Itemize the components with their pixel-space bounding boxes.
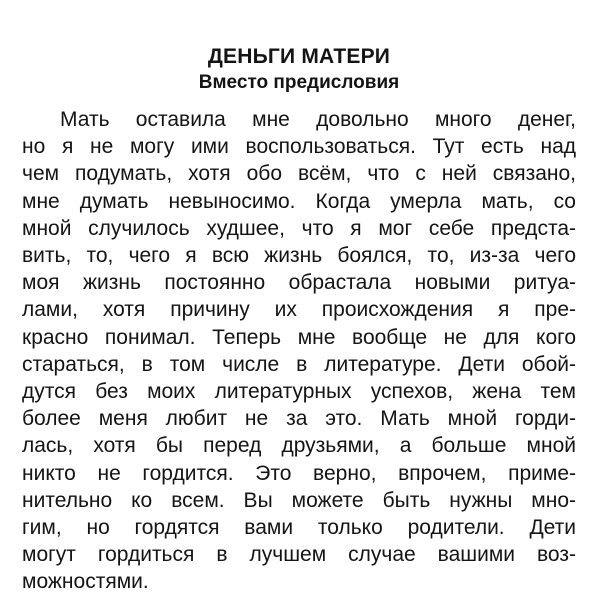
text-line: могут гордиться в лучшем случае вашими воз-: [22, 543, 576, 567]
text-line: мне думать невыносимо. Когда умерла мать, со: [22, 189, 576, 213]
text-line: но я не могу ими воспользоваться. Тут есть над: [22, 135, 576, 159]
text-line: моя жизнь постоянно обрастала новыми ритуа-: [22, 271, 576, 295]
text-line: можностями.: [22, 570, 149, 594]
text-line: нительно ко всем. Вы можете быть нужны мно-: [22, 488, 576, 512]
text-line: мной случилось худшее, что я мог себе предста-: [22, 216, 576, 240]
text-line: чем подумать, хотя обо всём, что с ней связано,: [22, 162, 576, 186]
text-line: гим, но гордятся вами только родители. Дети: [22, 516, 576, 540]
chapter-subtitle: Вместо предисловия: [198, 72, 400, 93]
text-line: лами, хотя причину их происхождения я пре-: [22, 298, 576, 322]
text-line: Мать оставила мне довольно много денег,: [60, 108, 576, 131]
body-paragraph: [22, 106, 576, 596]
chapter-title: ДЕНЬГИ МАТЕРИ: [207, 45, 391, 68]
text-line: красно понимал. Теперь мне вообще не для кого: [22, 325, 576, 349]
text-line: никто не гордится. Это верно, впрочем, приме-: [22, 461, 576, 485]
text-line: лась, хотя бы перед друзьями, а больше мной: [22, 434, 576, 458]
text-line: стараться, в том числе в литературе. Дети обой-: [22, 352, 576, 376]
text-line: более меня любит не за это. Мать мной горди-: [22, 407, 576, 431]
text-line: вить, то, чего я всю жизнь боялся, то, из-за чего: [22, 244, 576, 268]
text-line: дутся без моих литературных успехов, жена тем: [22, 380, 576, 404]
